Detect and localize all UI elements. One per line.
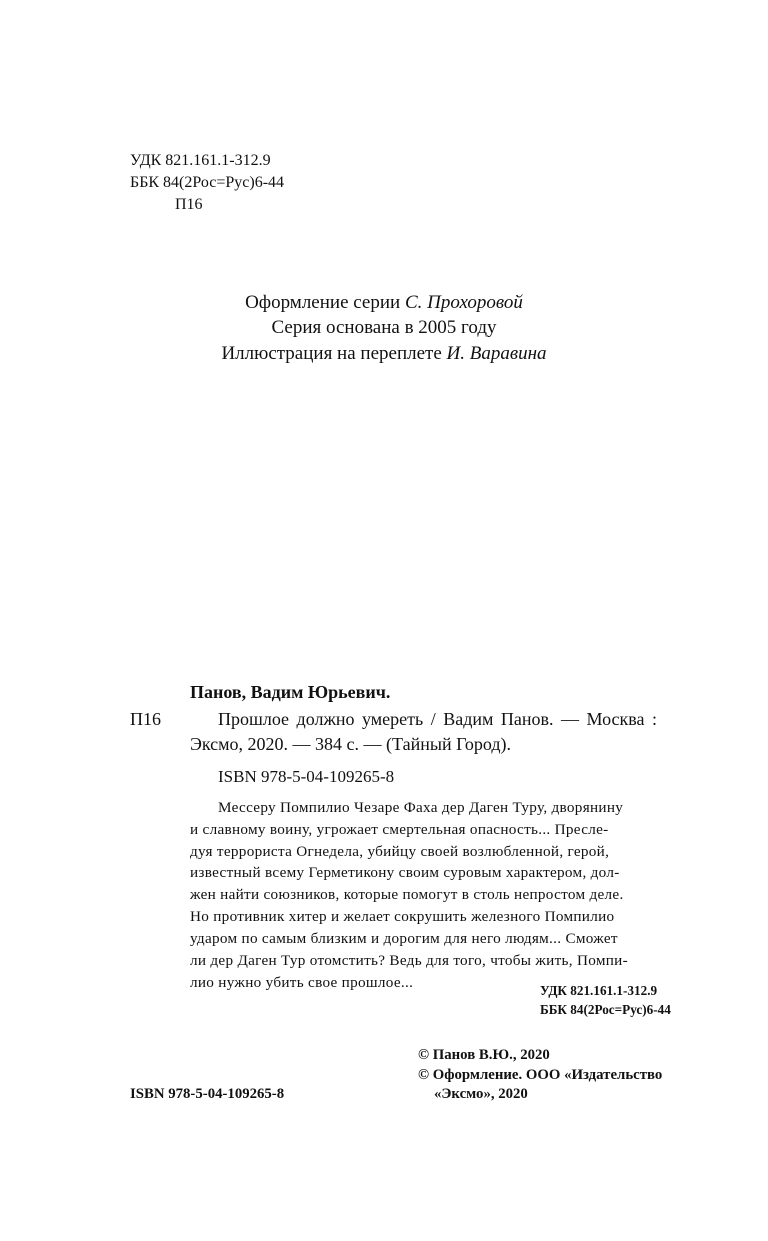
annotation-line: Мессеру Помпилио Чезаре Фаха дер Даген Туру, дворянину <box>218 799 624 816</box>
udk-code: УДК 821.161.1-312.9 <box>130 152 271 169</box>
card-author-mark: П16 <box>130 709 161 729</box>
copyright-design: © Оформление. ООО «Издательство <box>418 1067 663 1083</box>
footer-udk-code: УДК 821.161.1-312.9 <box>540 983 658 998</box>
footer-bbk-code: ББК 84(2Рос=Рус)6-44 <box>540 1002 671 1017</box>
annotation-line: ударом по самым близким и дорогим для него людям... Сможет <box>190 930 618 947</box>
annotation-line: лио нужно убить свое прошлое... <box>190 974 414 991</box>
cover-illustration-credit <box>0 341 768 367</box>
annotation-line: Но противник хитер и желает сокрушить железного Помпилио <box>190 908 615 925</box>
series-designer-name: С. Прохоровой <box>404 292 523 313</box>
annotation-line: ли дер Даген Тур отомстить? Ведь для того, чтобы жить, Помпи- <box>190 952 628 969</box>
copyright-author: © Панов В.Ю., 2020 <box>418 1047 550 1063</box>
card-author: Панов, Вадим Юрьевич. <box>190 682 391 702</box>
isbn-bottom: ISBN 978-5-04-109265-8 <box>130 1086 285 1102</box>
illustrator-name: И. Варавина <box>446 343 547 364</box>
card-title-line: Прошлое должно умереть / Вадим Панов. — Москва : <box>218 709 658 729</box>
series-design-credit <box>0 290 768 316</box>
card-title-line: Эксмо, 2020. — 384 с. — (Тайный Город). <box>190 734 512 754</box>
annotation-line: дуя террориста Огнедела, убийцу своей возлюбленной, герой, <box>190 843 610 860</box>
series-design-label: Оформление серии <box>245 292 401 313</box>
copyright-design-cont: «Эксмо», 2020 <box>434 1086 528 1102</box>
annotation-line: и славному воину, угрожает смертельная опасность... Пресле- <box>190 821 609 838</box>
series-founded: Серия основана в 2005 году <box>271 317 497 338</box>
illustration-label: Иллюстрация на переплете <box>221 343 442 364</box>
card-isbn: ISBN 978-5-04-109265-8 <box>218 767 395 786</box>
annotation-line: известный всему Герметикону своим суровым характером, дол- <box>190 864 620 881</box>
annotation-line: жен найти союзников, которые помогут в столь непростом деле. <box>190 886 624 903</box>
author-mark: П16 <box>175 196 203 213</box>
bbk-code: ББК 84(2Рос=Рус)6-44 <box>130 174 285 191</box>
